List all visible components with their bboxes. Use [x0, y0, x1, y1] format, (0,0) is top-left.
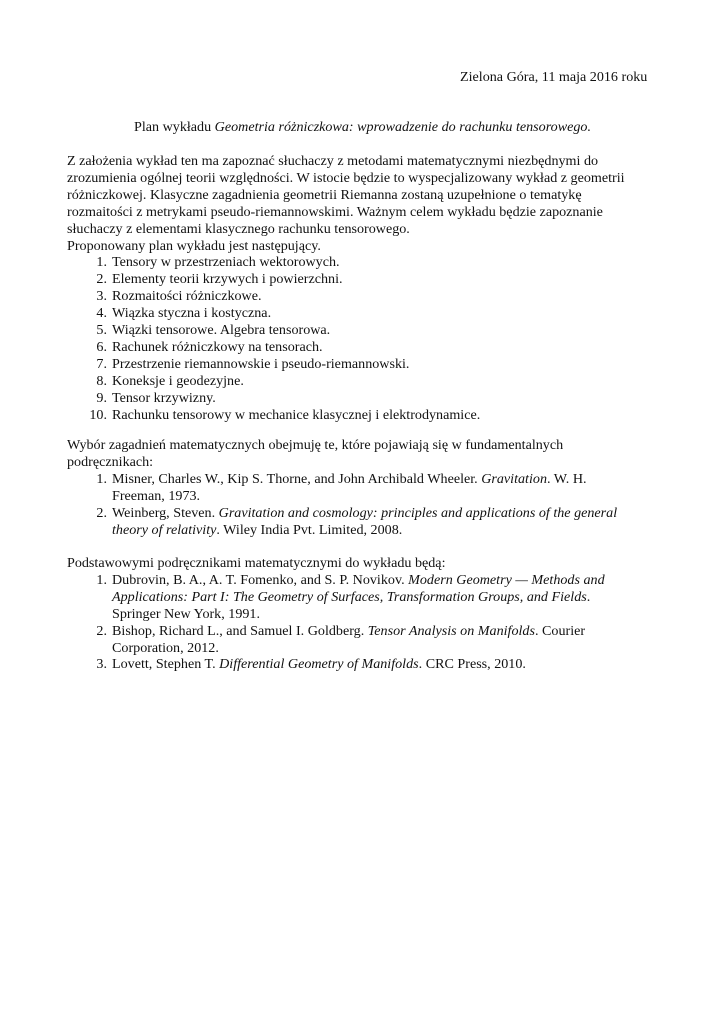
plan-item	[67, 254, 667, 271]
reference-authors: Dubrovin, B. A., A. T. Fomenko, and S. P. Novikov.	[112, 571, 409, 588]
reference-line	[112, 505, 667, 522]
reference-punctuation: .	[586, 588, 591, 605]
intro-line: słuchaczy z elementami klasycznego rachunku tensorowego.	[67, 220, 410, 237]
plan-item-text: Wiązka styczna i kostyczna.	[112, 305, 272, 322]
intro-line: Z założenia wykład ten ma zapoznać słuchaczy z metodami matematycznymi niezbędnymi do	[67, 153, 599, 169]
plan-item-number: 8.	[96, 372, 107, 389]
plan-item-text: Przestrzenie riemannowskie i pseudo-riemannowski.	[112, 355, 410, 372]
reference-title: Applications: Part I: The Geometry of Surfaces, Transformation Groups, and Fields	[112, 588, 587, 605]
lecture-title	[0, 119, 725, 136]
math-refs-list	[67, 572, 667, 673]
date-line: Zielona Góra, 11 maja 2016 roku	[460, 69, 648, 85]
plan-item	[67, 305, 667, 322]
intro-line: różniczkowej. Klasyczne zagadnienia geometrii Riemanna zostaną uzupełnione o tematykę	[67, 186, 582, 203]
plan-item	[67, 407, 667, 424]
plan-list	[67, 254, 667, 423]
reference-publisher: . Courier	[534, 622, 586, 639]
plan-item	[67, 390, 667, 407]
intro-line: zrozumienia ogólnej teorii względności. W istocie będzie to wyspecjalizowany wykład z geometrii	[67, 169, 625, 186]
plan-item-number: 7.	[96, 355, 107, 372]
physics-refs-intro-line: Wybór zagadnień matematycznych obejmuję te, które pojawiają się w fundamentalnych	[67, 437, 564, 453]
reference-authors: Lovett, Stephen T.	[112, 656, 220, 673]
plan-item-number: 2.	[96, 271, 107, 288]
reference-number: 3.	[96, 656, 107, 673]
plan-item-text: Elementy teorii krzywych i powierzchni.	[112, 271, 343, 288]
reference-line: Freeman, 1973.	[112, 487, 201, 504]
plan-item-text: Wiązki tensorowe. Algebra tensorowa.	[112, 322, 331, 339]
plan-item	[67, 271, 667, 288]
reference-line	[112, 656, 667, 673]
plan-item-text: Rozmaitości różniczkowe.	[112, 288, 262, 305]
reference-publisher: . W. H.	[547, 470, 587, 487]
reference-line	[112, 471, 667, 488]
reference-authors: Weinberg, Steven.	[112, 504, 219, 521]
reference-line: Corporation, 2012.	[112, 639, 219, 656]
plan-item-text: Tensor krzywizny.	[112, 389, 216, 406]
reference-title: Gravitation and cosmology: principles and applications of the general	[218, 504, 618, 521]
reference-authors: Bishop, Richard L., and Samuel I. Goldberg.	[112, 622, 368, 639]
reference-title: theory of relativity	[112, 521, 217, 538]
math-refs-intro-line: Podstawowymi podręcznikami matematycznymi do wykładu będą:	[67, 555, 446, 571]
intro-section	[67, 153, 667, 424]
plan-item-number: 6.	[96, 338, 107, 355]
plan-item-number: 5.	[96, 322, 107, 339]
plan-item-number: 3.	[96, 288, 107, 305]
math-references-section	[67, 555, 667, 673]
reference-line	[112, 623, 667, 640]
plan-label: Proponowany plan wykładu jest następujący.	[67, 237, 321, 254]
course-name: Geometria różniczkowa: wprowadzenie do rachunku tensorowego.	[214, 119, 591, 135]
lecture-title-prefix: Plan wykładu	[134, 119, 215, 135]
physics-refs-list	[67, 471, 667, 539]
plan-item-text: Rachunek różniczkowy na tensorach.	[112, 338, 323, 355]
reference-item	[67, 623, 667, 657]
reference-authors: Misner, Charles W., Kip S. Thorne, and John Archibald Wheeler.	[112, 470, 482, 487]
reference-title: Differential Geometry of Manifolds	[219, 656, 419, 673]
plan-item-number: 1.	[96, 254, 107, 271]
reference-number: 2.	[96, 504, 107, 521]
plan-item-text: Tensory w przestrzeniach wektorowych.	[112, 254, 340, 271]
reference-publisher: . Wiley India Pvt. Limited, 2008.	[216, 521, 403, 538]
plan-item-number: 10.	[89, 406, 107, 423]
reference-publisher: . CRC Press, 2010.	[418, 656, 526, 673]
reference-number: 2.	[96, 622, 107, 639]
physics-refs-intro-line: podręcznikach:	[67, 453, 154, 470]
reference-number: 1.	[96, 470, 107, 487]
reference-title: Modern Geometry — Methods and	[408, 571, 605, 588]
reference-title: Tensor Analysis on Manifolds	[367, 622, 535, 639]
reference-line	[112, 522, 667, 539]
reference-title: Gravitation	[481, 470, 547, 487]
reference-item	[67, 572, 667, 623]
reference-line: Springer New York, 1991.	[112, 605, 260, 622]
intro-line: rozmaitości z metrykami pseudo-riemannowskimi. Ważnym celem wykładu będzie zapoznanie	[67, 203, 603, 220]
reference-line	[112, 589, 667, 606]
reference-line	[112, 572, 667, 589]
plan-item	[67, 373, 667, 390]
reference-item	[67, 656, 667, 673]
plan-item-text: Rachunku tensorowy w mechanice klasycznej i elektrodynamice.	[112, 406, 481, 423]
plan-item-text: Koneksje i geodezyjne.	[112, 372, 244, 389]
plan-item	[67, 288, 667, 305]
plan-item-number: 4.	[96, 305, 107, 322]
reference-item	[67, 471, 667, 505]
physics-references-section	[67, 437, 667, 538]
plan-item	[67, 322, 667, 339]
reference-number: 1.	[96, 571, 107, 588]
plan-item-number: 9.	[96, 389, 107, 406]
plan-item	[67, 339, 667, 356]
plan-item	[67, 356, 667, 373]
reference-item	[67, 505, 667, 539]
